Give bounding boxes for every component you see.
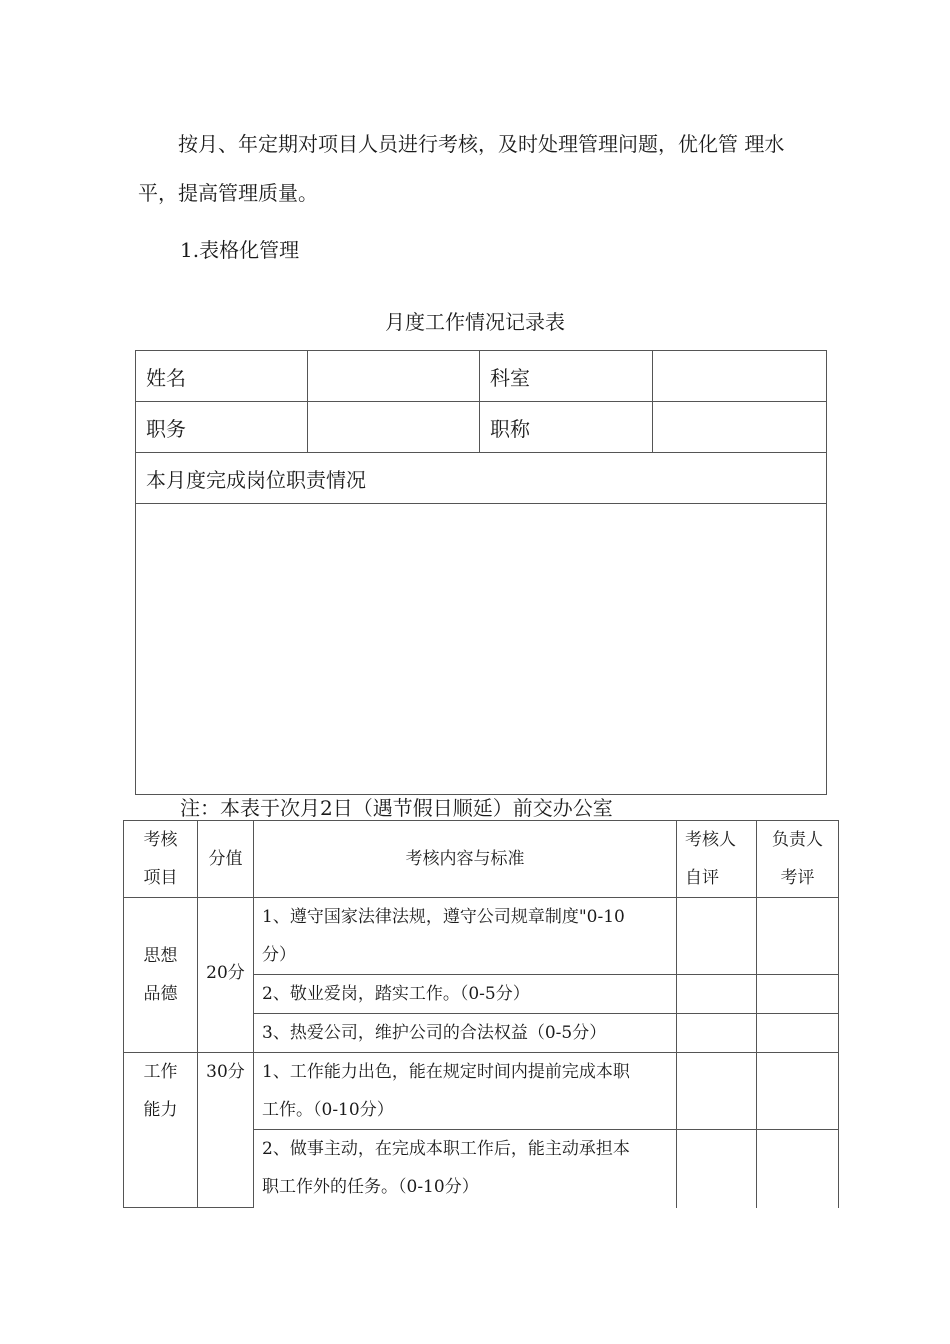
rank-field[interactable] <box>653 402 827 453</box>
header-self-line1: 考核人 <box>685 830 736 850</box>
score-moral: 20分 <box>198 898 254 1053</box>
criterion <box>254 1053 677 1130</box>
criterion: 3、热爱公司，维护公司的合法权益（0-5分） <box>254 1014 677 1053</box>
self-score-cell[interactable] <box>677 1053 757 1130</box>
item-moral <box>124 898 198 1053</box>
criterion-line: 分） <box>262 945 296 965</box>
position-field[interactable] <box>308 402 480 453</box>
rank-label: 职称 <box>480 402 653 453</box>
header-item-line2: 项目 <box>143 868 178 888</box>
item-moral-line2: 品德 <box>143 984 178 1004</box>
monthly-record-table <box>135 350 827 795</box>
criterion: 2、敬业爱岗，踏实工作。（0-5分） <box>254 975 677 1014</box>
score-ability: 30分 <box>198 1053 254 1208</box>
header-row <box>124 821 839 898</box>
leader-score-cell[interactable] <box>757 1130 839 1208</box>
self-score-cell[interactable] <box>677 1014 757 1053</box>
self-score-cell[interactable] <box>677 898 757 975</box>
leader-score-cell[interactable] <box>757 975 839 1014</box>
table-row <box>136 402 827 453</box>
dept-label: 科室 <box>480 351 653 402</box>
header-score: 分值 <box>198 821 254 898</box>
table-row <box>136 351 827 402</box>
header-self-line2: 自评 <box>685 868 719 888</box>
criterion <box>254 1130 677 1208</box>
section-heading: 1.表格化管理 <box>180 238 300 262</box>
item-moral-line1: 思想 <box>143 946 178 966</box>
intro-line-1: 按月、年定期对项目人员进行考核，及时处理管理问题，优化管 理水 <box>178 132 785 156</box>
criterion-line: 1、遵守国家法律法规，遵守公司规章制度"0-10 <box>262 907 625 927</box>
assessment-table <box>123 820 839 1208</box>
duties-label: 本月度完成岗位职责情况 <box>136 453 827 504</box>
name-label: 姓名 <box>136 351 308 402</box>
name-field[interactable] <box>308 351 480 402</box>
dept-field[interactable] <box>653 351 827 402</box>
criterion-line: 2、做事主动，在完成本职工作后，能主动承担本 <box>262 1139 630 1159</box>
leader-score-cell[interactable] <box>757 898 839 975</box>
criterion-line: 1、工作能力出色，能在规定时间内提前完成本职 <box>262 1062 630 1082</box>
table-row <box>136 504 827 795</box>
table-row <box>136 453 827 504</box>
leader-score-cell[interactable] <box>757 1053 839 1130</box>
form-note: 注：本表于次月2日（遇节假日顺延）前交办公室 <box>180 796 613 820</box>
form-title: 月度工作情况记录表 <box>385 310 565 334</box>
criterion <box>254 898 677 975</box>
position-label: 职务 <box>136 402 308 453</box>
criterion-line: 职工作外的任务。（0-10分） <box>262 1177 479 1197</box>
duties-field[interactable] <box>136 504 827 795</box>
header-leader-line2: 考评 <box>780 868 815 888</box>
table-row <box>124 898 839 975</box>
criterion-line: 工作。（0-10分） <box>262 1100 394 1120</box>
header-item-line1: 考核 <box>143 830 178 850</box>
item-ability-line1: 工作 <box>143 1062 178 1082</box>
header-item <box>124 821 198 898</box>
table-row <box>124 1053 839 1130</box>
header-self <box>677 821 757 898</box>
header-leader-line1: 负责人 <box>772 830 823 850</box>
leader-score-cell[interactable] <box>757 1014 839 1053</box>
intro-line-2: 平，提高管理质量。 <box>138 181 318 205</box>
self-score-cell[interactable] <box>677 975 757 1014</box>
self-score-cell[interactable] <box>677 1130 757 1208</box>
header-content: 考核内容与标准 <box>254 821 677 898</box>
item-ability-line2: 能力 <box>143 1100 178 1120</box>
header-leader <box>757 821 839 898</box>
item-ability <box>124 1053 198 1208</box>
